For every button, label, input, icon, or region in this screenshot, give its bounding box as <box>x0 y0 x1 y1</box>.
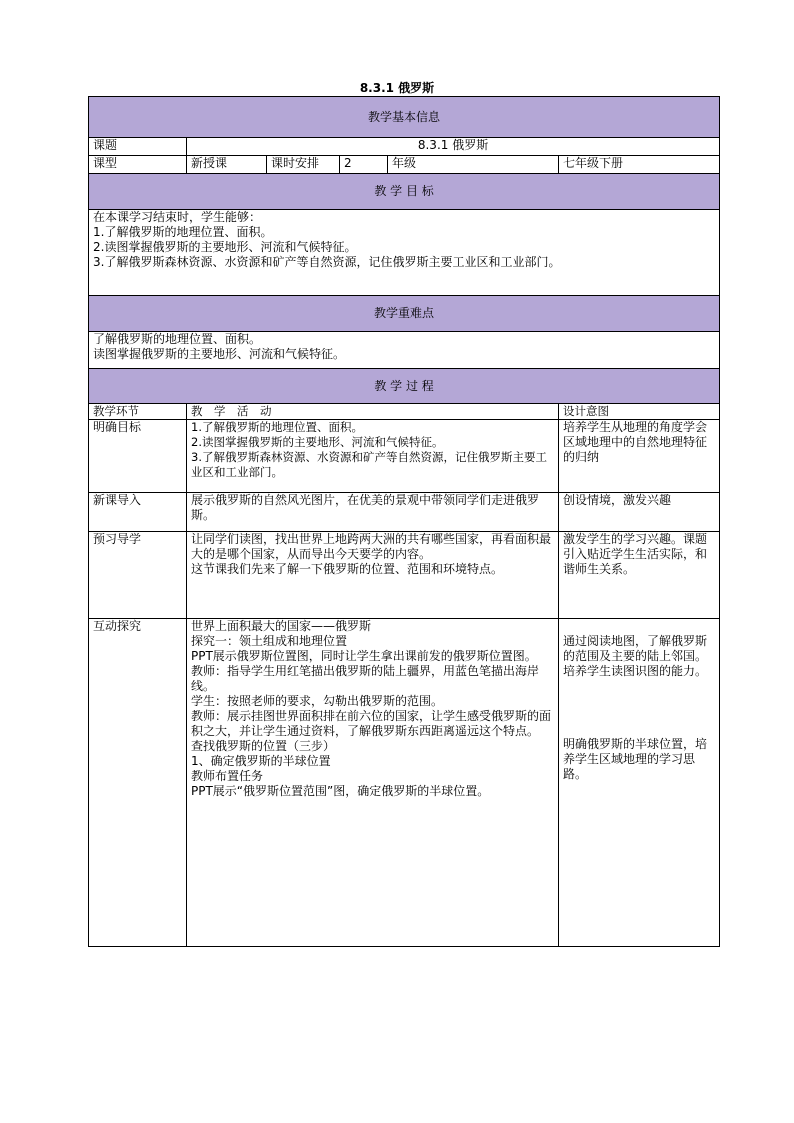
section-header-key-points: 教学重难点 <box>89 296 720 332</box>
type-value: 新授课 <box>187 156 267 174</box>
activity-line: 3.了解俄罗斯森林资源、水资源和矿产等自然资源，记住俄罗斯主要工业区和工业部门。 <box>191 450 547 479</box>
activity-line: PPT展示“俄罗斯位置范围”图，确定俄罗斯的半球位置。 <box>191 784 490 798</box>
hours-value: 2 <box>340 156 388 174</box>
activity-line: 让同学们读图，找出世界上地跨两大洲的共有哪些国家，再看面积最大的是哪个国家，从而导出今天要学的内容。 <box>191 532 552 561</box>
process-intent-cell <box>559 619 720 947</box>
process-activity-cell <box>187 532 559 619</box>
objectives-cell <box>89 210 720 296</box>
process-activity-cell <box>187 619 559 947</box>
topic-label: 课题 <box>89 138 187 156</box>
process-intent-cell <box>559 493 720 532</box>
process-activity-cell <box>187 493 559 532</box>
activity-line: 教师：展示挂图世界面积排在前六位的国家，让学生感受俄罗斯的面积之大，并让学生通过资料，了解俄罗斯东西距离遥远这个特点。 <box>191 709 552 738</box>
process-stage: 预习导学 <box>89 532 187 619</box>
activity-line: 展示俄罗斯的自然风光图片，在优美的景观中带领同学们走进俄罗斯。 <box>191 493 540 522</box>
process-intent-cell <box>559 420 720 493</box>
process-activity-cell <box>187 420 559 493</box>
grade-value: 七年级下册 <box>559 156 720 174</box>
section-header-process: 教 学 过 程 <box>89 369 720 404</box>
topic-value: 8.3.1 俄罗斯 <box>187 138 720 156</box>
document-title: 8.3.1 俄罗斯 <box>359 81 435 95</box>
objectives-intro: 在本课学习结束时，学生能够： <box>93 210 262 224</box>
key-points-cell <box>89 332 720 369</box>
section-header-objectives: 教 学 目 标 <box>89 174 720 210</box>
activity-line: 2.读图掌握俄罗斯的主要地形、河流和气候特征。 <box>191 435 444 449</box>
intent-text: 创设情境，激发兴趣 <box>563 493 672 507</box>
objective-item: 2.读图掌握俄罗斯的主要地形、河流和气候特征。 <box>93 240 357 254</box>
activity-line: 教师布置任务 <box>191 769 264 783</box>
hours-label: 课时安排 <box>267 156 340 174</box>
process-stage: 明确目标 <box>89 420 187 493</box>
process-intent-cell <box>559 532 720 619</box>
key-point-item: 读图掌握俄罗斯的主要地形、河流和气候特征。 <box>93 347 346 361</box>
activity-line: 学生：按照老师的要求，勾勒出俄罗斯的范围。 <box>191 694 444 708</box>
process-col-activity: 教 学 活 动 <box>187 404 559 420</box>
intent-text: 激发学生的学习兴趣。课题引入贴近学生生活实际，和谐师生关系。 <box>563 532 708 576</box>
key-point-item: 了解俄罗斯的地理位置、面积。 <box>93 332 262 346</box>
type-label: 课型 <box>89 156 187 174</box>
intent-text: 通过阅读地图，了解俄罗斯的范围及主要的陆上邻国。培养学生读图识图的能力。 <box>563 634 708 678</box>
grade-label: 年级 <box>388 156 559 174</box>
process-stage: 互动探究 <box>89 619 187 947</box>
objective-item: 3.了解俄罗斯森林资源、水资源和矿产等自然资源，记住俄罗斯主要工业区和工业部门。 <box>93 255 561 269</box>
process-stage: 新课导入 <box>89 493 187 532</box>
activity-line: 1.了解俄罗斯的地理位置、面积。 <box>191 420 363 434</box>
objective-item: 1.了解俄罗斯的地理位置、面积。 <box>93 225 273 239</box>
process-col-intent: 设计意图 <box>559 404 720 420</box>
activity-line: 探究一：领土组成和地理位置 <box>191 634 348 648</box>
intent-text: 培养学生从地理的角度学会区域地理中的自然地理特征的归纳 <box>563 420 708 464</box>
section-header-basic-info: 教学基本信息 <box>89 97 720 138</box>
process-col-stage: 教学环节 <box>89 404 187 420</box>
activity-line: 世界上面积最大的国家——俄罗斯 <box>191 619 372 633</box>
activity-line: 1、确定俄罗斯的半球位置 <box>191 754 331 768</box>
activity-line: 查找俄罗斯的位置（三步） <box>191 739 336 753</box>
intent-text: 明确俄罗斯的半球位置，培养学生区域地理的学习思路。 <box>563 737 708 781</box>
activity-line: 这节课我们先来了解一下俄罗斯的位置、范围和环境特点。 <box>191 562 504 576</box>
activity-line: 教师：指导学生用红笔描出俄罗斯的陆上疆界，用蓝色笔描出海岸线。 <box>191 664 540 693</box>
lesson-plan-table <box>88 96 720 947</box>
activity-line: PPT展示俄罗斯位置图，同时让学生拿出课前发的俄罗斯位置图。 <box>191 649 537 663</box>
